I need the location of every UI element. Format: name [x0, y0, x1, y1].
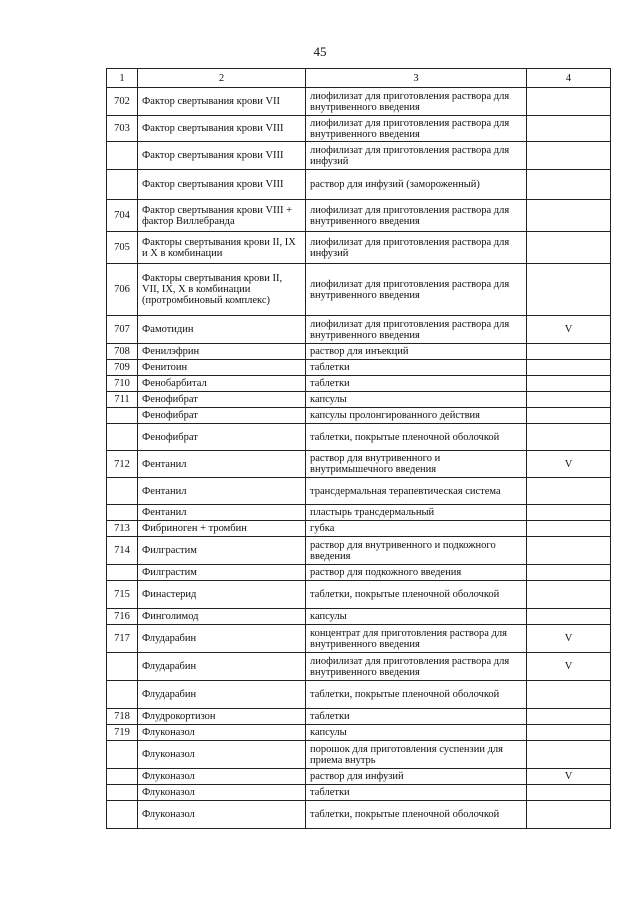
v-mark	[527, 565, 611, 581]
table-row	[107, 709, 611, 725]
row-number	[107, 170, 138, 200]
table-row	[107, 521, 611, 537]
column-header-number: 1	[107, 69, 138, 88]
drug-name: Финастерид	[138, 581, 306, 609]
v-mark	[527, 200, 611, 232]
page-number: 45	[313, 44, 327, 59]
drug-name: Фибриноген + тромбин	[138, 521, 306, 537]
dosage-form: лиофилизат для приготовления раствора для инфузий	[306, 232, 527, 264]
dosage-form: таблетки	[306, 376, 527, 392]
row-number	[107, 801, 138, 829]
drug-name: Фентанил	[138, 505, 306, 521]
v-mark: V	[527, 451, 611, 478]
v-mark	[527, 609, 611, 625]
drug-name: Флуконазол	[138, 725, 306, 741]
v-mark	[527, 170, 611, 200]
v-mark	[527, 681, 611, 709]
table-row	[107, 565, 611, 581]
drug-name: Флуконазол	[138, 741, 306, 769]
table-row	[107, 200, 611, 232]
drug-name: Фенилэфрин	[138, 344, 306, 360]
drug-name: Фактор свертывания крови VII	[138, 88, 306, 116]
v-mark: V	[527, 316, 611, 344]
table-row	[107, 392, 611, 408]
row-number: 711	[107, 392, 138, 408]
dosage-form: раствор для подкожного введения	[306, 565, 527, 581]
drug-name: Финголимод	[138, 609, 306, 625]
table-row	[107, 88, 611, 116]
v-mark	[527, 581, 611, 609]
v-mark	[527, 408, 611, 424]
column-header-name: 2	[138, 69, 306, 88]
row-number: 707	[107, 316, 138, 344]
table-row	[107, 316, 611, 344]
drug-name: Фактор свертывания крови VIII	[138, 170, 306, 200]
row-number	[107, 785, 138, 801]
table-row	[107, 741, 611, 769]
drug-name: Флуконазол	[138, 785, 306, 801]
row-number: 708	[107, 344, 138, 360]
dosage-form: капсулы	[306, 392, 527, 408]
table-row	[107, 376, 611, 392]
dosage-form: раствор для внутривенного и внутримышечного введения	[306, 451, 527, 478]
drug-name: Флударабин	[138, 653, 306, 681]
dosage-form: лиофилизат для приготовления раствора для внутривенного введения	[306, 200, 527, 232]
row-number	[107, 681, 138, 709]
dosage-form: губка	[306, 521, 527, 537]
row-number	[107, 769, 138, 785]
dosage-form: пластырь трансдермальный	[306, 505, 527, 521]
column-header-form: 3	[306, 69, 527, 88]
row-number: 712	[107, 451, 138, 478]
v-mark	[527, 424, 611, 451]
table-row	[107, 451, 611, 478]
table-row	[107, 424, 611, 451]
drug-name: Флуконазол	[138, 801, 306, 829]
v-mark	[527, 785, 611, 801]
dosage-form: капсулы	[306, 725, 527, 741]
dosage-form: таблетки, покрытые пленочной оболочкой	[306, 424, 527, 451]
table-header-row	[107, 69, 611, 88]
dosage-form: лиофилизат для приготовления раствора для инфузий	[306, 142, 527, 170]
row-number	[107, 653, 138, 681]
row-number	[107, 478, 138, 505]
v-mark	[527, 521, 611, 537]
drug-name: Филграстим	[138, 565, 306, 581]
table-row	[107, 232, 611, 264]
row-number: 713	[107, 521, 138, 537]
row-number: 717	[107, 625, 138, 653]
drug-name: Факторы свертывания крови II, VII, IX, X в комбинации (протромбиновый комплекс)	[138, 264, 306, 316]
v-mark	[527, 344, 611, 360]
v-mark	[527, 725, 611, 741]
row-number: 718	[107, 709, 138, 725]
drug-name: Фамотидин	[138, 316, 306, 344]
table-row	[107, 170, 611, 200]
v-mark: V	[527, 625, 611, 653]
v-mark	[527, 741, 611, 769]
row-number: 715	[107, 581, 138, 609]
drug-name: Филграстим	[138, 537, 306, 565]
table-row	[107, 537, 611, 565]
table-row	[107, 478, 611, 505]
dosage-form: таблетки	[306, 709, 527, 725]
v-mark	[527, 116, 611, 142]
table-row	[107, 681, 611, 709]
row-number: 704	[107, 200, 138, 232]
dosage-form: раствор для инъекций	[306, 344, 527, 360]
drug-name: Фенитоин	[138, 360, 306, 376]
drug-name: Фактор свертывания крови VIII + фактор Виллебранда	[138, 200, 306, 232]
row-number: 705	[107, 232, 138, 264]
row-number	[107, 142, 138, 170]
row-number: 719	[107, 725, 138, 741]
row-number: 716	[107, 609, 138, 625]
drug-name: Фенофибрат	[138, 392, 306, 408]
dosage-form: раствор для инфузий	[306, 769, 527, 785]
drug-name: Факторы свертывания крови II, IX и X в комбинации	[138, 232, 306, 264]
dosage-form: таблетки, покрытые пленочной оболочкой	[306, 801, 527, 829]
table-row	[107, 116, 611, 142]
row-number	[107, 565, 138, 581]
dosage-form: таблетки, покрытые пленочной оболочкой	[306, 681, 527, 709]
dosage-form: капсулы	[306, 609, 527, 625]
drug-name: Фентанил	[138, 451, 306, 478]
table-row	[107, 609, 611, 625]
row-number	[107, 505, 138, 521]
v-mark	[527, 709, 611, 725]
row-number: 710	[107, 376, 138, 392]
row-number: 702	[107, 88, 138, 116]
dosage-form: лиофилизат для приготовления раствора для внутривенного введения	[306, 316, 527, 344]
drug-name: Фактор свертывания крови VIII	[138, 142, 306, 170]
row-number	[107, 408, 138, 424]
table-row	[107, 625, 611, 653]
v-mark	[527, 232, 611, 264]
table-row	[107, 725, 611, 741]
drug-name: Фенобарбитал	[138, 376, 306, 392]
row-number	[107, 424, 138, 451]
table-row	[107, 653, 611, 681]
table-row	[107, 142, 611, 170]
dosage-form: таблетки, покрытые пленочной оболочкой	[306, 581, 527, 609]
drug-name: Фактор свертывания крови VIII	[138, 116, 306, 142]
v-mark	[527, 142, 611, 170]
dosage-form: лиофилизат для приготовления раствора для внутривенного введения	[306, 88, 527, 116]
drug-name: Фенофибрат	[138, 408, 306, 424]
drug-name: Флудрокортизон	[138, 709, 306, 725]
v-mark	[527, 376, 611, 392]
v-mark	[527, 801, 611, 829]
v-mark	[527, 478, 611, 505]
v-mark	[527, 88, 611, 116]
drug-name: Флуконазол	[138, 769, 306, 785]
v-mark	[527, 392, 611, 408]
drug-list-table	[106, 68, 611, 829]
v-mark	[527, 505, 611, 521]
row-number: 709	[107, 360, 138, 376]
table-row	[107, 505, 611, 521]
v-mark	[527, 537, 611, 565]
dosage-form: порошок для приготовления суспензии для приема внутрь	[306, 741, 527, 769]
table-body	[107, 88, 611, 829]
dosage-form: таблетки	[306, 785, 527, 801]
table-row	[107, 408, 611, 424]
table-row	[107, 344, 611, 360]
column-header-mark: 4	[527, 69, 611, 88]
table-row	[107, 581, 611, 609]
row-number: 703	[107, 116, 138, 142]
dosage-form: раствор для внутривенного и подкожного введения	[306, 537, 527, 565]
dosage-form: трансдермальная терапевтическая система	[306, 478, 527, 505]
drug-name: Флударабин	[138, 625, 306, 653]
table-row	[107, 769, 611, 785]
v-mark: V	[527, 653, 611, 681]
table-row	[107, 801, 611, 829]
table-row	[107, 785, 611, 801]
v-mark	[527, 264, 611, 316]
row-number: 714	[107, 537, 138, 565]
dosage-form: капсулы пролонгированного действия	[306, 408, 527, 424]
dosage-form: лиофилизат для приготовления раствора для внутривенного введения	[306, 264, 527, 316]
v-mark	[527, 360, 611, 376]
row-number	[107, 741, 138, 769]
v-mark: V	[527, 769, 611, 785]
dosage-form: концентрат для приготовления раствора для внутривенного введения	[306, 625, 527, 653]
drug-name: Фентанил	[138, 478, 306, 505]
dosage-form: лиофилизат для приготовления раствора для внутривенного введения	[306, 653, 527, 681]
dosage-form: лиофилизат для приготовления раствора для внутривенного введения	[306, 116, 527, 142]
dosage-form: раствор для инфузий (замороженный)	[306, 170, 527, 200]
table-row	[107, 264, 611, 316]
row-number: 706	[107, 264, 138, 316]
drug-name: Фенофибрат	[138, 424, 306, 451]
table-row	[107, 360, 611, 376]
drug-name: Флударабин	[138, 681, 306, 709]
dosage-form: таблетки	[306, 360, 527, 376]
